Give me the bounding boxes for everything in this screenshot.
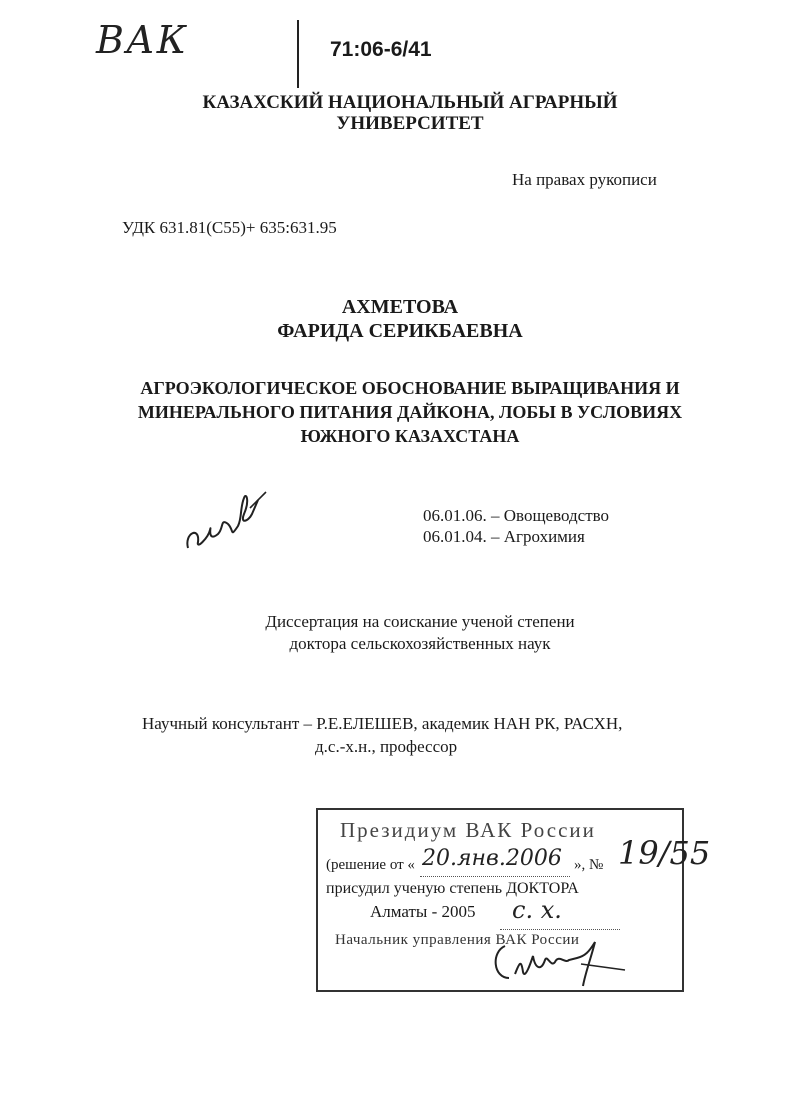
scientific-consultant-line2: д.с.-х.н., профессор xyxy=(315,737,458,756)
stamp-decision-number: 19/55 xyxy=(618,834,711,872)
stamp-decision-date: 20.янв.2006 xyxy=(422,846,562,871)
dissertation-title-line2: МИНЕРАЛЬНОГО ПИТАНИЯ ДАЙКОНА, ЛОБЫ В УСЛОВИЯХ xyxy=(137,402,683,422)
author-surname: АХМЕТОВА xyxy=(341,296,459,318)
stamp-awarded-degree: присудил ученую степень ДОКТОРА xyxy=(326,880,579,897)
university-name-line1: КАЗАХСКИЙ НАЦИОНАЛЬНЫЙ АГРАРНЫЙ xyxy=(202,92,618,113)
dissertation-degree-line2: доктора сельскохозяйственных наук xyxy=(289,634,551,653)
archive-code: 71:06-6/41 xyxy=(330,38,432,61)
stamp-date-underline xyxy=(420,875,570,877)
stamp-signature xyxy=(485,934,635,994)
specialty-vegetable-growing: 06.01.06. – Овощеводство xyxy=(423,506,610,525)
specialty-agrochemistry: 06.01.04. – Агрохимия xyxy=(423,527,585,546)
university-name-line2: УНИВЕРСИТЕТ xyxy=(336,113,484,134)
udk-code: УДК 631.81(С55)+ 635:631.95 xyxy=(122,218,337,237)
stamp-number-prefix: », № xyxy=(574,857,604,873)
scientific-consultant-line1: Научный консультант – Р.Е.ЕЛЕШЕВ, академик НАН РК, РАСХН, xyxy=(142,714,623,733)
header-divider xyxy=(297,20,299,88)
stamp-degree-underline xyxy=(500,928,620,930)
city-and-year: Алматы - 2005 xyxy=(370,902,476,921)
stamp-header: Президиум ВАК России xyxy=(340,818,596,842)
author-signature xyxy=(180,478,270,558)
manuscript-rights: На правах рукописи xyxy=(512,170,657,189)
stamp-chief: Начальник управления ВАК России xyxy=(335,932,580,948)
dissertation-title-line3: ЮЖНОГО КАЗАХСТАНА xyxy=(300,426,520,446)
author-given-names: ФАРИДА СЕРИКБАЕВНА xyxy=(277,320,523,342)
dissertation-degree-line1: Диссертация на соискание ученой степени xyxy=(265,612,575,631)
handwritten-vak-mark: ВАК xyxy=(96,18,189,62)
stamp-decision-prefix: (решение от « xyxy=(326,857,415,873)
dissertation-title-line1: АГРОЭКОЛОГИЧЕСКОЕ ОБОСНОВАНИЕ ВЫРАЩИВАНИЯ И xyxy=(140,378,680,398)
stamp-degree-short: с. х. xyxy=(512,896,562,924)
